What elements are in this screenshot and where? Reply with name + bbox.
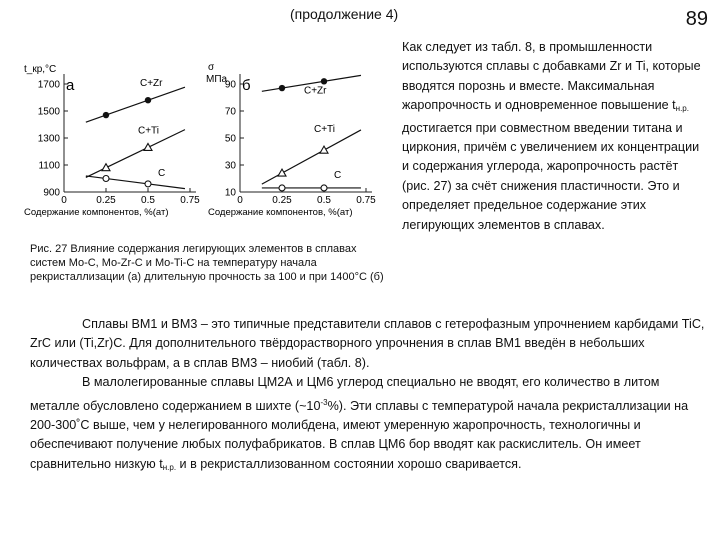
panel-b-label: б (242, 77, 251, 94)
data-point-b-1 (320, 146, 328, 153)
series-label-a-2: C (158, 167, 166, 179)
page-number: 89 (685, 8, 708, 30)
panel-a-y-tick-label: 1300 (37, 133, 60, 145)
paragraph-2-text-c: и в рекристаллизованном состоянии хорошо сваривается. (176, 456, 522, 471)
data-point-b-0 (321, 78, 327, 84)
series-label-a-0: C+Zr (140, 78, 163, 90)
panel-a-x-tick-label: 0.25 (96, 195, 116, 206)
panel-b-x-tick-label: 0.75 (356, 195, 376, 206)
paragraph-2-text-b: %). Эти сплавы с температурой начала рекристаллизации на 200-300˚С выше, чем у нелегированного молибдена, имеют умеренную жаропрочность, технологичны и обеспечивают получение любых полуфабрикатов. В сплав ЦМ6 бор вводят как раскислитель. Он имеет сравнительно низкую t (30, 398, 689, 471)
series-label-b-2: C (334, 169, 342, 181)
data-point-a-2 (145, 181, 151, 187)
paragraph-1 (30, 315, 706, 373)
panel-a-x-tick-label: 0.75 (180, 195, 200, 206)
continuation-title: (продолжение 4) (290, 6, 399, 22)
right-text-subscript: н.р. (675, 104, 689, 114)
panel-b-y-tick-label: 10 (224, 187, 236, 199)
panel-b-y-tick-label: 70 (224, 106, 236, 118)
data-point-a-0 (103, 112, 109, 118)
figure-27 (22, 30, 382, 240)
series-line-b-1 (262, 130, 361, 184)
panel-a-y-tick-label: 1100 (38, 160, 60, 172)
body-text (30, 315, 706, 477)
panel-a-y-tick-label: 900 (43, 187, 60, 199)
data-point-b-0 (279, 85, 285, 91)
panel-b-x-tick-label: 0.25 (272, 195, 292, 206)
paragraph-2-text-a: В малолегированные сплавы ЦМ2А и ЦМ6 углерод специально не вводят, его количество в литом металле обусловлено содержанием в шихте (~10 (30, 375, 660, 413)
page-header (0, 6, 720, 30)
figure-27-svg (22, 30, 382, 240)
right-text-part-1: Как следует из табл. 8, в промышленности используются сплавы с добавками Zr и Ti, которые вводятся порознь и вместе. Максимальная жаропрочность и одновременное повышение t (402, 40, 701, 113)
figure-caption: Рис. 27 Влияние содержания легирующих элементов в сплавах систем Mo-C, Mo-Zr-C и Mo-Ti-C на температуру начала рекристаллизации (а) длительную прочность за 100 и при 1400°С (б) (30, 243, 384, 283)
panel-b-x-tick-label: 0.5 (317, 195, 331, 206)
panel-b-y-tick-label: 50 (224, 133, 236, 145)
series-line-a-1 (86, 130, 185, 178)
paragraph-1-text: Сплавы ВМ1 и ВМ3 – это типичные представители сплавов с гетерофазным упрочнением карбидами TiC, ZrC или (Ti,Zr)C. Для дополнительного твёрдорастворного упрочнения в сплав ВМ1 введён в небольших количествах вольфрам, а в сплав ВМ3 – ниобий (табл. 8). (30, 317, 705, 370)
paragraph-2-subscript: н.р. (162, 462, 177, 472)
data-point-a-2 (103, 176, 109, 182)
panel-a-x-tick-label: 0 (61, 195, 67, 206)
data-point-a-1 (144, 143, 152, 150)
panel-b-y-tick-label: 30 (224, 160, 236, 172)
data-point-b-2 (279, 185, 285, 191)
series-label-b-0: C+Zr (304, 85, 327, 97)
paragraph-2 (30, 373, 706, 477)
series-line-a-2 (86, 176, 185, 189)
data-point-b-2 (321, 185, 327, 191)
panel-a-y-axis-label: t_кр,°C (24, 64, 57, 75)
panel-a-label: а (66, 77, 75, 94)
paragraph-2-superscript: -3 (320, 397, 328, 407)
chart-marks (38, 74, 376, 206)
panel-b-y-tick-label: 90 (224, 79, 236, 91)
panel-a-y-tick-label: 1700 (37, 79, 60, 91)
series-label-a-1: C+Ti (138, 125, 160, 137)
panel-b-y-axis-label-1: σ (208, 62, 215, 73)
data-point-b-1 (278, 169, 286, 176)
data-point-a-1 (102, 164, 110, 171)
panel-b-x-tick-label: 0 (237, 195, 243, 206)
series-line-a-0 (86, 87, 185, 122)
right-text-part-2: достигается при совместном введении титана и циркония, причём с увеличением их концентрации и содержания углерода, жаропрочность растёт (рис. 27) за счёт снижения пластичности. Это и определяет предельное содержание этих легирующих элементов в сплавах. (402, 120, 700, 232)
panel-a-y-tick-label: 1500 (37, 106, 60, 118)
panel-a-x-tick-label: 0.5 (141, 195, 155, 206)
panel-b-x-label: Содержание компонентов, %(ат) (208, 207, 353, 218)
panel-b-y-axis-label-2: МПа (206, 74, 228, 85)
data-point-a-0 (145, 97, 151, 103)
right-column-paragraph (402, 38, 706, 235)
panel-a-x-label: Содержание компонентов, %(ат) (24, 207, 169, 218)
series-label-b-1: C+Ti (314, 124, 336, 136)
